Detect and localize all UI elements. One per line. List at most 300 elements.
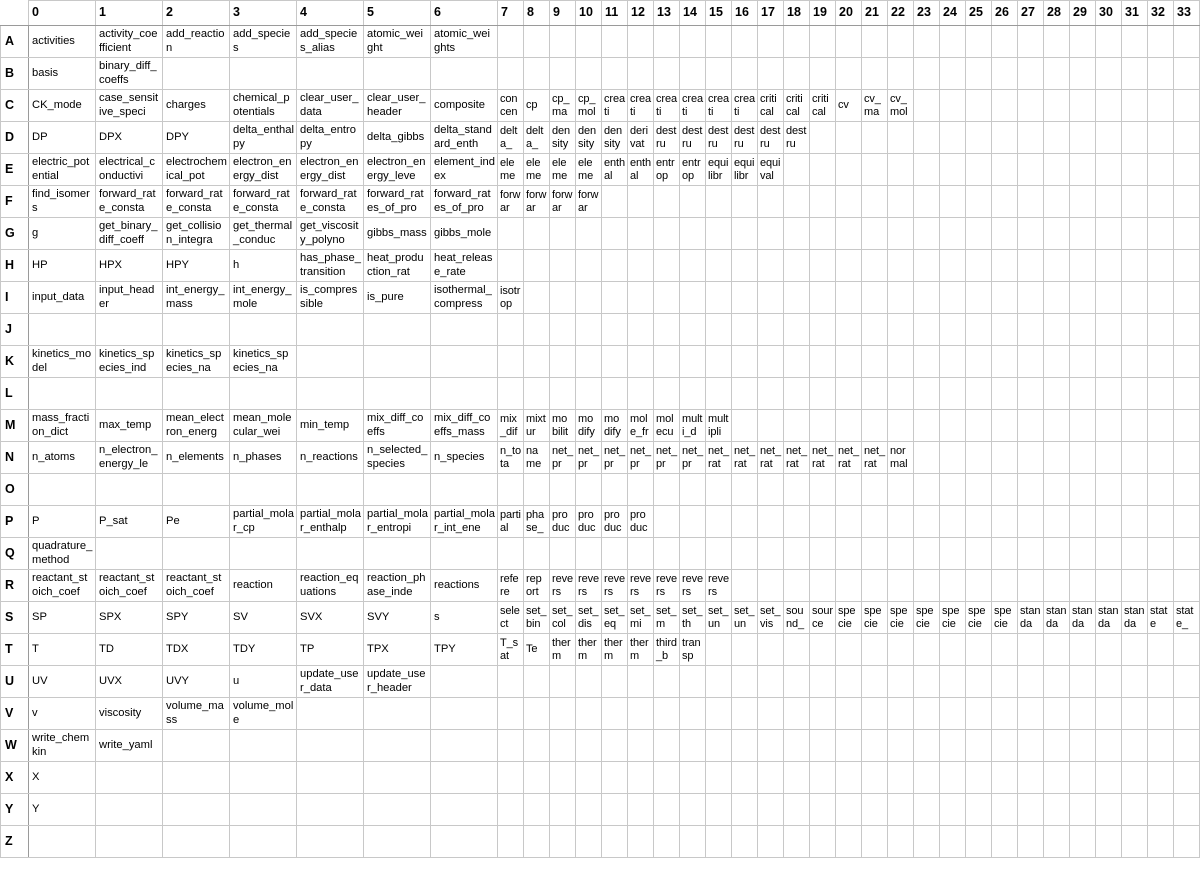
cell-V26[interactable] [992, 698, 1018, 730]
cell-H23[interactable] [914, 250, 940, 282]
cell-J12[interactable] [628, 314, 654, 346]
cell-Q14[interactable] [680, 538, 706, 570]
cell-L17[interactable] [758, 378, 784, 410]
cell-H32[interactable] [1148, 250, 1174, 282]
cell-L32[interactable] [1148, 378, 1174, 410]
cell-L25[interactable] [966, 378, 992, 410]
cell-B9[interactable] [550, 58, 576, 90]
cell-A16[interactable] [732, 26, 758, 58]
cell-U20[interactable] [836, 666, 862, 698]
cell-Z26[interactable] [992, 826, 1018, 858]
cell-X4[interactable] [297, 762, 364, 794]
cell-B10[interactable] [576, 58, 602, 90]
cell-H4[interactable]: has_phase_transition [297, 250, 364, 282]
cell-V24[interactable] [940, 698, 966, 730]
cell-F12[interactable] [628, 186, 654, 218]
cell-C24[interactable] [940, 90, 966, 122]
cell-N9[interactable]: net_pr [550, 442, 576, 474]
column-header-13[interactable]: 13 [654, 1, 680, 26]
cell-F8[interactable]: forwar [524, 186, 550, 218]
cell-R5[interactable]: reaction_phase_inde [364, 570, 431, 602]
cell-F20[interactable] [836, 186, 862, 218]
cell-Q15[interactable] [706, 538, 732, 570]
cell-J27[interactable] [1018, 314, 1044, 346]
cell-G6[interactable]: gibbs_mole [431, 218, 498, 250]
cell-F32[interactable] [1148, 186, 1174, 218]
cell-C7[interactable]: concen [498, 90, 524, 122]
cell-V6[interactable] [431, 698, 498, 730]
cell-D31[interactable] [1122, 122, 1148, 154]
cell-L12[interactable] [628, 378, 654, 410]
cell-G15[interactable] [706, 218, 732, 250]
cell-N31[interactable] [1122, 442, 1148, 474]
cell-Y29[interactable] [1070, 794, 1096, 826]
cell-X26[interactable] [992, 762, 1018, 794]
cell-R20[interactable] [836, 570, 862, 602]
cell-V8[interactable] [524, 698, 550, 730]
cell-N7[interactable]: n_tota [498, 442, 524, 474]
cell-G0[interactable]: g [29, 218, 96, 250]
cell-D5[interactable]: delta_gibbs [364, 122, 431, 154]
column-header-15[interactable]: 15 [706, 1, 732, 26]
cell-S14[interactable]: set_th [680, 602, 706, 634]
cell-U27[interactable] [1018, 666, 1044, 698]
cell-N12[interactable]: net_pr [628, 442, 654, 474]
cell-V4[interactable] [297, 698, 364, 730]
cell-Z2[interactable] [163, 826, 230, 858]
cell-J20[interactable] [836, 314, 862, 346]
cell-K6[interactable] [431, 346, 498, 378]
cell-C5[interactable]: clear_user_header [364, 90, 431, 122]
cell-P19[interactable] [810, 506, 836, 538]
cell-B12[interactable] [628, 58, 654, 90]
cell-C6[interactable]: composite [431, 90, 498, 122]
cell-X19[interactable] [810, 762, 836, 794]
cell-W8[interactable] [524, 730, 550, 762]
cell-G7[interactable] [498, 218, 524, 250]
cell-L11[interactable] [602, 378, 628, 410]
cell-Z5[interactable] [364, 826, 431, 858]
cell-W14[interactable] [680, 730, 706, 762]
cell-H1[interactable]: HPX [96, 250, 163, 282]
cell-Q4[interactable] [297, 538, 364, 570]
cell-D21[interactable] [862, 122, 888, 154]
cell-Z23[interactable] [914, 826, 940, 858]
cell-W24[interactable] [940, 730, 966, 762]
cell-P28[interactable] [1044, 506, 1070, 538]
cell-I2[interactable]: int_energy_mass [163, 282, 230, 314]
cell-Q9[interactable] [550, 538, 576, 570]
cell-M18[interactable] [784, 410, 810, 442]
cell-X25[interactable] [966, 762, 992, 794]
cell-Q13[interactable] [654, 538, 680, 570]
cell-X27[interactable] [1018, 762, 1044, 794]
cell-J30[interactable] [1096, 314, 1122, 346]
cell-L14[interactable] [680, 378, 706, 410]
cell-E18[interactable] [784, 154, 810, 186]
cell-C32[interactable] [1148, 90, 1174, 122]
cell-A9[interactable] [550, 26, 576, 58]
cell-K7[interactable] [498, 346, 524, 378]
cell-M30[interactable] [1096, 410, 1122, 442]
cell-Z4[interactable] [297, 826, 364, 858]
cell-V7[interactable] [498, 698, 524, 730]
cell-J0[interactable] [29, 314, 96, 346]
cell-V30[interactable] [1096, 698, 1122, 730]
cell-J28[interactable] [1044, 314, 1070, 346]
cell-S18[interactable]: sound_ [784, 602, 810, 634]
cell-G9[interactable] [550, 218, 576, 250]
cell-I30[interactable] [1096, 282, 1122, 314]
cell-U3[interactable]: u [230, 666, 297, 698]
cell-C27[interactable] [1018, 90, 1044, 122]
cell-V19[interactable] [810, 698, 836, 730]
cell-K14[interactable] [680, 346, 706, 378]
cell-R25[interactable] [966, 570, 992, 602]
cell-D0[interactable]: DP [29, 122, 96, 154]
cell-P1[interactable]: P_sat [96, 506, 163, 538]
cell-R15[interactable]: revers [706, 570, 732, 602]
cell-H10[interactable] [576, 250, 602, 282]
cell-D13[interactable]: destru [654, 122, 680, 154]
cell-A17[interactable] [758, 26, 784, 58]
cell-P31[interactable] [1122, 506, 1148, 538]
column-header-27[interactable]: 27 [1018, 1, 1044, 26]
cell-O22[interactable] [888, 474, 914, 506]
column-header-3[interactable]: 3 [230, 1, 297, 26]
cell-X2[interactable] [163, 762, 230, 794]
cell-K9[interactable] [550, 346, 576, 378]
cell-M31[interactable] [1122, 410, 1148, 442]
cell-L2[interactable] [163, 378, 230, 410]
cell-T29[interactable] [1070, 634, 1096, 666]
cell-W13[interactable] [654, 730, 680, 762]
cell-S20[interactable]: specie [836, 602, 862, 634]
cell-C20[interactable]: cv [836, 90, 862, 122]
cell-I4[interactable]: is_compressible [297, 282, 364, 314]
cell-I3[interactable]: int_energy_mole [230, 282, 297, 314]
cell-Q28[interactable] [1044, 538, 1070, 570]
cell-Q23[interactable] [914, 538, 940, 570]
cell-D30[interactable] [1096, 122, 1122, 154]
cell-Z21[interactable] [862, 826, 888, 858]
cell-A10[interactable] [576, 26, 602, 58]
cell-E26[interactable] [992, 154, 1018, 186]
cell-L26[interactable] [992, 378, 1018, 410]
cell-H28[interactable] [1044, 250, 1070, 282]
cell-F0[interactable]: find_isomers [29, 186, 96, 218]
cell-Y19[interactable] [810, 794, 836, 826]
cell-O1[interactable] [96, 474, 163, 506]
cell-X22[interactable] [888, 762, 914, 794]
cell-O25[interactable] [966, 474, 992, 506]
cell-S31[interactable]: standa [1122, 602, 1148, 634]
cell-P29[interactable] [1070, 506, 1096, 538]
cell-L15[interactable] [706, 378, 732, 410]
cell-J2[interactable] [163, 314, 230, 346]
cell-X21[interactable] [862, 762, 888, 794]
cell-H27[interactable] [1018, 250, 1044, 282]
cell-Z11[interactable] [602, 826, 628, 858]
cell-F26[interactable] [992, 186, 1018, 218]
column-header-30[interactable]: 30 [1096, 1, 1122, 26]
cell-Y31[interactable] [1122, 794, 1148, 826]
cell-O2[interactable] [163, 474, 230, 506]
column-header-28[interactable]: 28 [1044, 1, 1070, 26]
cell-U23[interactable] [914, 666, 940, 698]
cell-W0[interactable]: write_chemkin [29, 730, 96, 762]
cell-M5[interactable]: mix_diff_coeffs [364, 410, 431, 442]
cell-E9[interactable]: eleme [550, 154, 576, 186]
cell-Z8[interactable] [524, 826, 550, 858]
cell-A30[interactable] [1096, 26, 1122, 58]
cell-U13[interactable] [654, 666, 680, 698]
cell-S4[interactable]: SVX [297, 602, 364, 634]
cell-S30[interactable]: standa [1096, 602, 1122, 634]
cell-X7[interactable] [498, 762, 524, 794]
cell-W2[interactable] [163, 730, 230, 762]
cell-V2[interactable]: volume_mass [163, 698, 230, 730]
cell-Y23[interactable] [914, 794, 940, 826]
cell-Z0[interactable] [29, 826, 96, 858]
cell-H29[interactable] [1070, 250, 1096, 282]
cell-E0[interactable]: electric_potential [29, 154, 96, 186]
cell-O19[interactable] [810, 474, 836, 506]
cell-O33[interactable] [1174, 474, 1200, 506]
cell-H31[interactable] [1122, 250, 1148, 282]
cell-X24[interactable] [940, 762, 966, 794]
row-header-L[interactable]: L [1, 378, 29, 410]
cell-B24[interactable] [940, 58, 966, 90]
cell-A26[interactable] [992, 26, 1018, 58]
cell-J3[interactable] [230, 314, 297, 346]
row-header-K[interactable]: K [1, 346, 29, 378]
cell-G25[interactable] [966, 218, 992, 250]
cell-W19[interactable] [810, 730, 836, 762]
cell-B3[interactable] [230, 58, 297, 90]
cell-Z12[interactable] [628, 826, 654, 858]
cell-S6[interactable]: s [431, 602, 498, 634]
cell-E32[interactable] [1148, 154, 1174, 186]
cell-A25[interactable] [966, 26, 992, 58]
cell-W5[interactable] [364, 730, 431, 762]
cell-R28[interactable] [1044, 570, 1070, 602]
cell-Y21[interactable] [862, 794, 888, 826]
row-header-Q[interactable]: Q [1, 538, 29, 570]
cell-U14[interactable] [680, 666, 706, 698]
cell-T7[interactable]: T_sat [498, 634, 524, 666]
cell-W20[interactable] [836, 730, 862, 762]
cell-Z6[interactable] [431, 826, 498, 858]
cell-D7[interactable]: delta_ [498, 122, 524, 154]
cell-H21[interactable] [862, 250, 888, 282]
cell-J32[interactable] [1148, 314, 1174, 346]
cell-V32[interactable] [1148, 698, 1174, 730]
cell-R29[interactable] [1070, 570, 1096, 602]
cell-B14[interactable] [680, 58, 706, 90]
cell-A23[interactable] [914, 26, 940, 58]
cell-A1[interactable]: activity_coefficient [96, 26, 163, 58]
cell-C17[interactable]: critical [758, 90, 784, 122]
column-header-22[interactable]: 22 [888, 1, 914, 26]
cell-B28[interactable] [1044, 58, 1070, 90]
cell-K5[interactable] [364, 346, 431, 378]
cell-F9[interactable]: forwar [550, 186, 576, 218]
cell-I25[interactable] [966, 282, 992, 314]
cell-T25[interactable] [966, 634, 992, 666]
cell-B4[interactable] [297, 58, 364, 90]
cell-Z32[interactable] [1148, 826, 1174, 858]
cell-E2[interactable]: electrochemical_pot [163, 154, 230, 186]
cell-K28[interactable] [1044, 346, 1070, 378]
cell-E5[interactable]: electron_energy_leve [364, 154, 431, 186]
row-header-J[interactable]: J [1, 314, 29, 346]
cell-G12[interactable] [628, 218, 654, 250]
cell-H24[interactable] [940, 250, 966, 282]
cell-G1[interactable]: get_binary_diff_coeff [96, 218, 163, 250]
cell-S11[interactable]: set_eq [602, 602, 628, 634]
cell-M28[interactable] [1044, 410, 1070, 442]
cell-Y27[interactable] [1018, 794, 1044, 826]
cell-S23[interactable]: specie [914, 602, 940, 634]
cell-B13[interactable] [654, 58, 680, 90]
cell-D27[interactable] [1018, 122, 1044, 154]
cell-I1[interactable]: input_header [96, 282, 163, 314]
cell-L23[interactable] [914, 378, 940, 410]
cell-U11[interactable] [602, 666, 628, 698]
select-all-corner[interactable] [1, 1, 29, 26]
cell-C23[interactable] [914, 90, 940, 122]
cell-J4[interactable] [297, 314, 364, 346]
cell-S16[interactable]: set_un [732, 602, 758, 634]
cell-O0[interactable] [29, 474, 96, 506]
cell-V22[interactable] [888, 698, 914, 730]
cell-B17[interactable] [758, 58, 784, 90]
cell-R7[interactable]: refere [498, 570, 524, 602]
cell-P10[interactable]: produc [576, 506, 602, 538]
cell-J23[interactable] [914, 314, 940, 346]
cell-S9[interactable]: set_col [550, 602, 576, 634]
cell-E3[interactable]: electron_energy_dist [230, 154, 297, 186]
cell-E29[interactable] [1070, 154, 1096, 186]
cell-W7[interactable] [498, 730, 524, 762]
cell-Q32[interactable] [1148, 538, 1174, 570]
cell-E7[interactable]: eleme [498, 154, 524, 186]
cell-U0[interactable]: UV [29, 666, 96, 698]
cell-R6[interactable]: reactions [431, 570, 498, 602]
cell-J21[interactable] [862, 314, 888, 346]
cell-P14[interactable] [680, 506, 706, 538]
cell-A24[interactable] [940, 26, 966, 58]
cell-T24[interactable] [940, 634, 966, 666]
cell-U26[interactable] [992, 666, 1018, 698]
column-header-29[interactable]: 29 [1070, 1, 1096, 26]
column-header-19[interactable]: 19 [810, 1, 836, 26]
cell-L27[interactable] [1018, 378, 1044, 410]
cell-N19[interactable]: net_rat [810, 442, 836, 474]
cell-U25[interactable] [966, 666, 992, 698]
cell-I20[interactable] [836, 282, 862, 314]
cell-G19[interactable] [810, 218, 836, 250]
cell-O21[interactable] [862, 474, 888, 506]
cell-N22[interactable]: normal [888, 442, 914, 474]
cell-J26[interactable] [992, 314, 1018, 346]
cell-X32[interactable] [1148, 762, 1174, 794]
cell-L16[interactable] [732, 378, 758, 410]
cell-Y33[interactable] [1174, 794, 1200, 826]
cell-S28[interactable]: standa [1044, 602, 1070, 634]
cell-D20[interactable] [836, 122, 862, 154]
cell-G30[interactable] [1096, 218, 1122, 250]
cell-O12[interactable] [628, 474, 654, 506]
cell-O31[interactable] [1122, 474, 1148, 506]
cell-N1[interactable]: n_electron_energy_le [96, 442, 163, 474]
cell-V29[interactable] [1070, 698, 1096, 730]
cell-S26[interactable]: specie [992, 602, 1018, 634]
cell-E33[interactable] [1174, 154, 1200, 186]
cell-G13[interactable] [654, 218, 680, 250]
cell-J5[interactable] [364, 314, 431, 346]
cell-H11[interactable] [602, 250, 628, 282]
cell-D26[interactable] [992, 122, 1018, 154]
column-header-17[interactable]: 17 [758, 1, 784, 26]
cell-F7[interactable]: forwar [498, 186, 524, 218]
cell-S5[interactable]: SVY [364, 602, 431, 634]
cell-M9[interactable]: mobilit [550, 410, 576, 442]
cell-B32[interactable] [1148, 58, 1174, 90]
cell-S7[interactable]: select [498, 602, 524, 634]
cell-G23[interactable] [914, 218, 940, 250]
cell-M1[interactable]: max_temp [96, 410, 163, 442]
cell-W9[interactable] [550, 730, 576, 762]
cell-T32[interactable] [1148, 634, 1174, 666]
cell-E24[interactable] [940, 154, 966, 186]
cell-X18[interactable] [784, 762, 810, 794]
cell-F16[interactable] [732, 186, 758, 218]
row-header-U[interactable]: U [1, 666, 29, 698]
cell-P2[interactable]: Pe [163, 506, 230, 538]
cell-R24[interactable] [940, 570, 966, 602]
cell-Q22[interactable] [888, 538, 914, 570]
cell-T11[interactable]: therm [602, 634, 628, 666]
cell-O5[interactable] [364, 474, 431, 506]
row-header-X[interactable]: X [1, 762, 29, 794]
cell-X17[interactable] [758, 762, 784, 794]
cell-Y25[interactable] [966, 794, 992, 826]
cell-Q2[interactable] [163, 538, 230, 570]
column-header-4[interactable]: 4 [297, 1, 364, 26]
cell-E15[interactable]: equilibr [706, 154, 732, 186]
cell-U15[interactable] [706, 666, 732, 698]
cell-Y24[interactable] [940, 794, 966, 826]
column-header-7[interactable]: 7 [498, 1, 524, 26]
cell-I16[interactable] [732, 282, 758, 314]
cell-K16[interactable] [732, 346, 758, 378]
cell-X15[interactable] [706, 762, 732, 794]
cell-Q29[interactable] [1070, 538, 1096, 570]
cell-Q0[interactable]: quadrature_method [29, 538, 96, 570]
cell-Z9[interactable] [550, 826, 576, 858]
cell-X10[interactable] [576, 762, 602, 794]
cell-M25[interactable] [966, 410, 992, 442]
row-header-Z[interactable]: Z [1, 826, 29, 858]
column-header-11[interactable]: 11 [602, 1, 628, 26]
cell-X23[interactable] [914, 762, 940, 794]
cell-B6[interactable] [431, 58, 498, 90]
cell-Y5[interactable] [364, 794, 431, 826]
column-header-33[interactable]: 33 [1174, 1, 1200, 26]
cell-R32[interactable] [1148, 570, 1174, 602]
